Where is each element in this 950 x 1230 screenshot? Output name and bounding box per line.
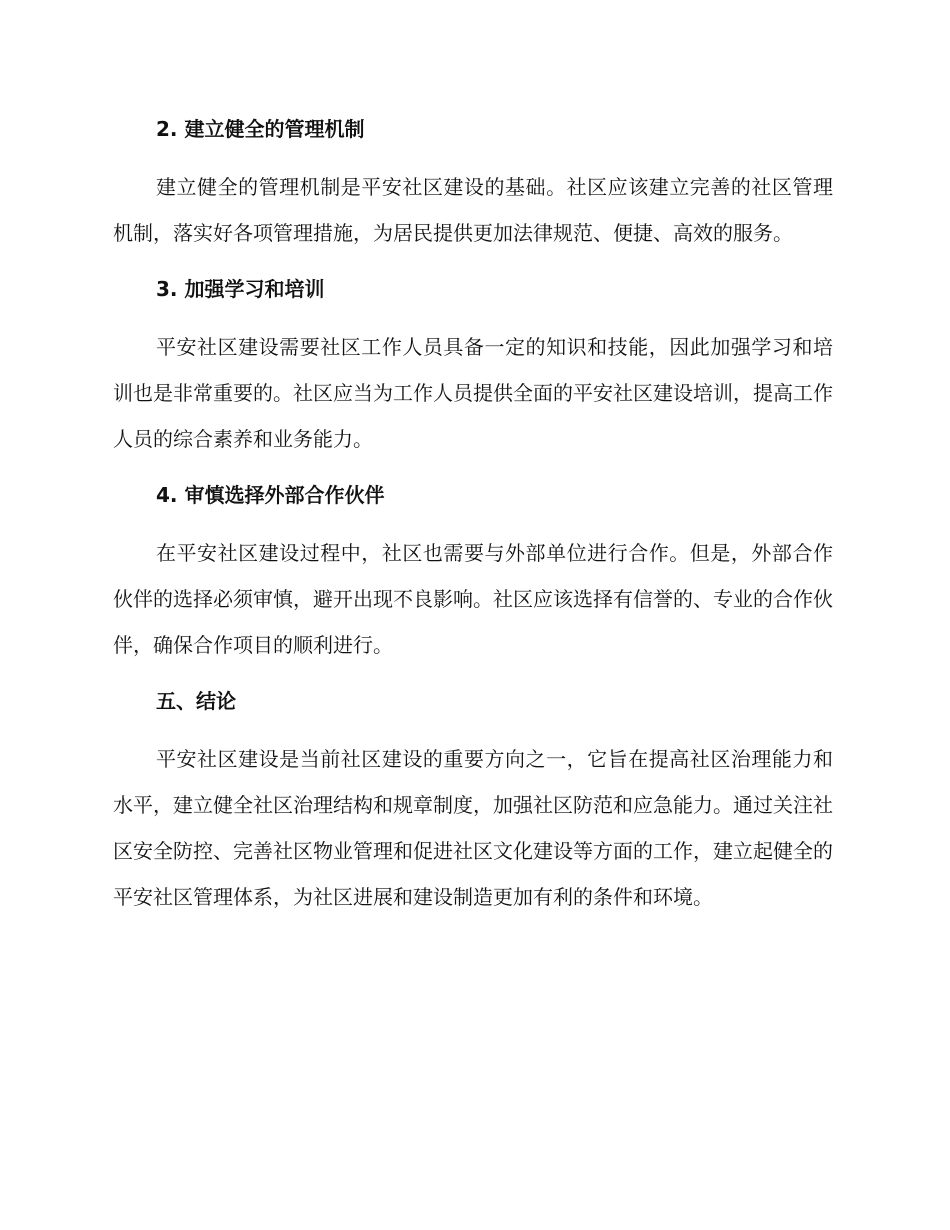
section-paragraph-training: 平安社区建设需要社区工作人员具备一定的知识和技能，因此加强学习和培训也是非常重要的。社区应当为工作人员提供全面的平安社区建设培训，提高工作人员的综合素养和业务能力。 [113, 335, 833, 451]
document-body [113, 111, 833, 920]
section-paragraph-management: 建立健全的管理机制是平安社区建设的基础。社区应该建立完善的社区管理机制，落实好各项管理措施，为居民提供更加法律规范、便捷、高效的服务。 [113, 175, 833, 245]
section-heading-management: 2. 建立健全的管理机制 [156, 117, 365, 141]
section-heading-conclusion: 五、结论 [156, 689, 236, 713]
section-paragraph-partners: 在平安社区建设过程中，社区也需要与外部单位进行合作。但是，外部合作伙伴的选择必须审慎，避开出现不良影响。社区应该选择有信誉的、专业的合作伙伴，确保合作项目的顺利进行。 [113, 541, 833, 657]
section-heading-training: 3. 加强学习和培训 [156, 277, 325, 301]
section-heading-partners: 4. 审慎选择外部合作伙伴 [156, 483, 385, 507]
section-paragraph-conclusion: 平安社区建设是当前社区建设的重要方向之一，它旨在提高社区治理能力和水平，建立健全社区治理结构和规章制度，加强社区防范和应急能力。通过关注社区安全防控、完善社区物业管理和促进社区文化建设等方面的工作，建立起健全的平安社区管理体系，为社区进展和建设制造更加有利的条件和环境。 [113, 747, 833, 909]
